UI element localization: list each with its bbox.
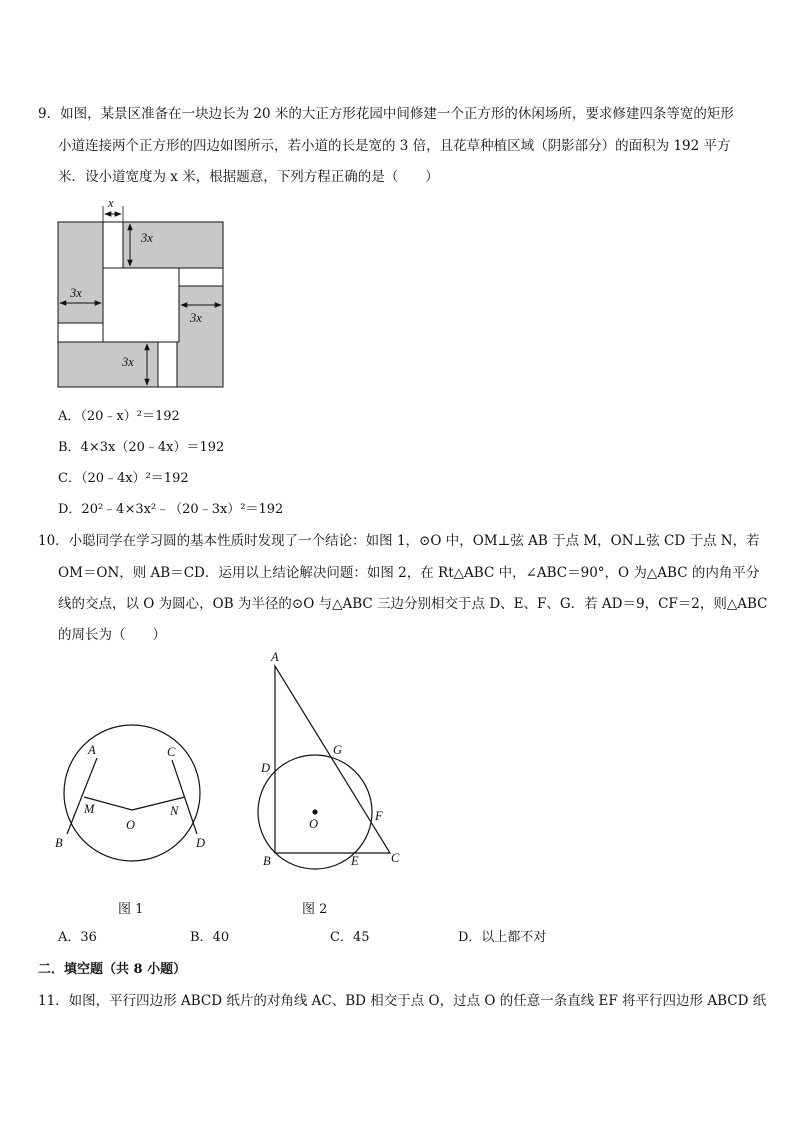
q9-text-line-2: 小道连接两个正方形的四边如图所示，若小道的长是宽的 3 倍，且花草种植区域（阴影部分）的面积为 192 平方 [58,138,731,154]
label-c: C [391,851,400,865]
path-top [103,222,123,268]
label-3x-bottom: 3x [122,355,134,369]
q10-text-line-4: 的周长为（ ） [58,627,166,643]
chord-ab [67,758,97,834]
label-n: N [170,804,179,818]
label-a: A [88,743,96,757]
label-g: G [333,743,343,757]
q9-option-c: C．（20﹣4x）²＝192 [58,471,189,486]
label-d: D [261,761,271,775]
label-3x-top: 3x [141,231,153,245]
q9-text-line-1: 9．如图，某景区准备在一块边长为 20 米的大正方形花园中间修建一个正方形的休闲场所，要求修建四条等宽的矩形 [38,106,734,122]
q9-figure [50,194,240,394]
label-o: O [126,818,136,832]
figure-2-caption: 图 2 [302,902,328,917]
q10-figure-1 [50,730,220,870]
label-x: x [108,196,114,210]
q10-option-d: D．以上都不对 [458,930,547,945]
label-m: M [84,802,95,816]
q10-figure-2 [255,648,415,873]
q10-text-line-3: 线的交点，以 O 为圆心，OB 为半径的⊙O 与△ABC 三边分别相交于点 D、E、F、G．若 AD＝9，CF＝2，则△ABC [58,596,768,612]
q10-option-a: A．36 [58,930,97,945]
label-a: A [271,650,279,664]
label-3x-right: 3x [190,311,202,325]
label-b: B [263,854,271,868]
q10-text-line-2: OM＝ON，则 AB＝CD．运用以上结论解决问题：如图 2，在 Rt△ABC 中，∠ABC＝90°，O 为△ABC 的内角平分 [58,565,760,581]
label-d: D [196,836,206,850]
figure-1-caption: 图 1 [118,902,144,917]
label-f: F [375,809,383,823]
q9-option-b: B．4×3x（20﹣4x）＝192 [58,440,225,455]
section-2-title: 二．填空题（共 8 小题） [38,962,187,977]
center-point [312,809,317,814]
label-o: O [309,817,319,831]
path-right [179,268,223,286]
label-c: C [167,745,176,759]
q9-text-line-3: 米．设小道宽度为 x 米，根据题意，下列方程正确的是（ ） [58,169,439,185]
path-bottom [158,342,177,387]
q10-option-c: C．45 [330,930,370,945]
label-b: B [55,836,63,850]
circle-o [64,725,200,861]
q10-option-b: B．40 [190,930,230,945]
q9-option-d: D．20²﹣4×3x²﹣（20﹣3x）²＝192 [58,502,284,517]
plaza-square [103,268,179,342]
label-3x-left: 3x [70,286,82,300]
path-left [58,323,103,342]
label-e: E [351,854,359,868]
q10-text-line-1: 10．小聪同学在学习圆的基本性质时发现了一个结论：如图 1，⊙O 中，OM⊥弦 AB 于点 M，ON⊥弦 CD 于点 N，若 [38,533,760,549]
q11-text-line-1: 11．如图，平行四边形 ABCD 纸片的对角线 AC、BD 相交于点 O，过点 O 的任意一条直线 EF 将平行四边形 ABCD 纸 [38,993,767,1009]
q9-option-a: A．（20﹣x）²＝192 [58,409,180,424]
